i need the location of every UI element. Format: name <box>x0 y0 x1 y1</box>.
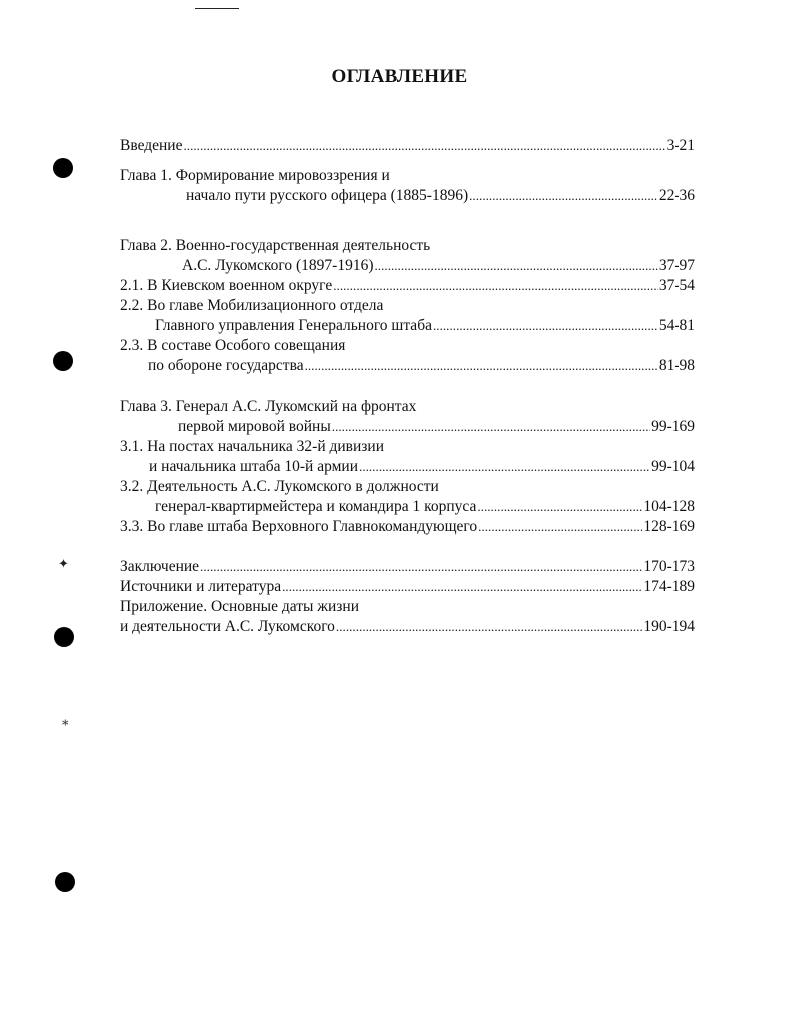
toc-entry-pages: 3-21 <box>666 137 695 154</box>
top-rule <box>195 8 239 9</box>
toc-entry-pages: 37-54 <box>658 277 695 294</box>
scan-speck: ✦ <box>58 556 69 571</box>
leader-dots <box>333 276 658 296</box>
leader-dots <box>433 316 658 336</box>
punch-hole <box>54 627 74 647</box>
toc-entry-introduction <box>120 136 695 156</box>
toc-entry-text: А.С. Лукомского (1897-1916) <box>182 257 374 274</box>
toc-entry-pages: 174-189 <box>643 578 695 595</box>
toc-entry-text: 2.1. В Киевском военном округе <box>120 277 333 294</box>
toc-entry-pages: 22-36 <box>658 187 695 204</box>
toc-entry-pages: 99-104 <box>651 458 695 475</box>
leader-dots <box>282 577 642 597</box>
toc-entry-text: 3.1. На постах начальника 32-й дивизии <box>120 438 384 455</box>
toc-entry-text: Источники и литература <box>120 578 282 595</box>
toc-entry-text: Введение <box>120 137 183 154</box>
leader-dots <box>336 617 642 637</box>
toc-entry-2-2-cont <box>120 316 695 336</box>
punch-hole <box>55 872 75 892</box>
leader-dots <box>375 256 658 276</box>
toc-entry-3-1-cont <box>120 457 695 477</box>
scan-speck: ⁎ <box>62 713 69 728</box>
toc-entry-text: и начальника штаба 10-й армии <box>149 458 359 475</box>
toc-entry-text: по обороне государства <box>148 357 304 374</box>
toc-entry-text: 3.2. Деятельность А.С. Лукомского в должности <box>120 478 439 495</box>
toc-entry-appendix <box>120 597 695 617</box>
toc-entry-2-1 <box>120 276 695 296</box>
leader-dots <box>332 417 650 437</box>
toc-entry-text: 2.2. Во главе Мобилизационного отдела <box>120 297 384 314</box>
toc-entry-text: и деятельности А.С. Лукомского <box>120 618 335 635</box>
punch-hole <box>53 158 73 178</box>
toc-entry-chapter-3 <box>120 397 695 417</box>
toc-entry-pages: 37-97 <box>658 257 695 274</box>
toc-entry-text: 3.3. Во главе штаба Верховного Главнокомандующего <box>120 518 478 535</box>
toc-entry-pages: 104-128 <box>643 498 695 515</box>
toc-entry-3-3 <box>120 517 695 537</box>
toc-entry-chapter-2-cont <box>120 256 695 276</box>
toc-entry-conclusion <box>120 557 695 577</box>
toc-entry-2-3-cont <box>120 356 695 376</box>
toc-entry-text: Приложение. Основные даты жизни <box>120 598 359 615</box>
leader-dots <box>305 356 658 376</box>
punch-hole <box>53 351 73 371</box>
toc-entry-pages: 99-169 <box>651 418 695 435</box>
toc-entry-3-2-cont <box>120 497 695 517</box>
toc-entry-text: Главного управления Генерального штаба <box>155 317 432 334</box>
toc-entry-3-2 <box>120 477 695 497</box>
toc-entry-chapter-1 <box>120 166 695 186</box>
toc-entry-chapter-3-cont <box>120 417 695 437</box>
toc-entry-sources <box>120 577 695 597</box>
toc-entry-text: Глава 1. Формирование мировоззрения и <box>120 167 390 184</box>
toc-entry-text: Заключение <box>120 558 200 575</box>
toc-entry-chapter-2 <box>120 236 695 256</box>
toc-entry-2-2 <box>120 296 695 316</box>
toc-entry-appendix-cont <box>120 617 695 637</box>
toc-entry-text: первой мировой войны <box>178 418 331 435</box>
toc-entry-pages: 128-169 <box>643 518 695 535</box>
toc-entry-pages: 81-98 <box>658 357 695 374</box>
toc-entry-pages: 170-173 <box>643 558 695 575</box>
toc-entry-pages: 190-194 <box>643 618 695 635</box>
leader-dots <box>477 497 642 517</box>
toc-entry-3-1 <box>120 437 695 457</box>
leader-dots <box>359 457 650 477</box>
leader-dots <box>200 557 642 577</box>
toc-entry-text: начало пути русского офицера (1885-1896) <box>186 187 469 204</box>
toc-entry-chapter-1-cont <box>120 186 695 206</box>
toc-entry-text: Глава 2. Военно-государственная деятельность <box>120 237 431 254</box>
leader-dots <box>478 517 642 537</box>
leader-dots <box>183 136 665 156</box>
leader-dots <box>469 186 658 206</box>
toc-entry-pages: 54-81 <box>658 317 695 334</box>
toc-entry-text: Глава 3. Генерал А.С. Лукомский на фронтах <box>120 398 417 415</box>
toc-entry-2-3 <box>120 336 695 356</box>
toc-entry-text: генерал-квартирмейстера и командира 1 корпуса <box>155 498 477 515</box>
page-title: ОГЛАВЛЕНИЕ <box>331 66 468 87</box>
toc-entry-text: 2.3. В составе Особого совещания <box>120 337 346 354</box>
